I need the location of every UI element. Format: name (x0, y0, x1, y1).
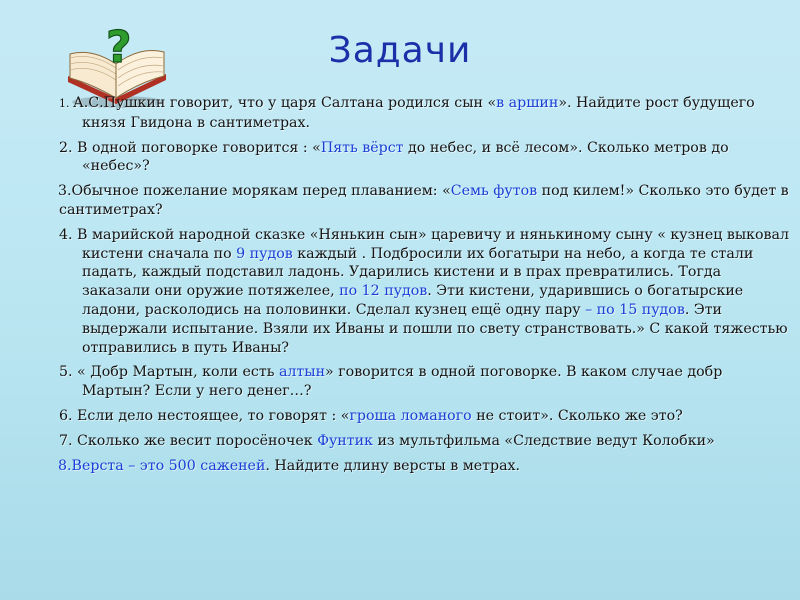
task-item (0, 226, 790, 358)
highlighted-term: Семь футов (450, 183, 538, 200)
task-text: 6. Если дело нестоящее, то говорят : « (59, 407, 350, 424)
highlighted-term: 9 пудов (236, 245, 293, 262)
highlighted-term: Пять вёрст (320, 139, 404, 156)
highlighted-term: по 12 пудов (339, 283, 428, 300)
task-text: 4. В марийской народной сказке «Нянькин сын» царевичу и нянькиному сыну « кузнец выковал кистени сначала по (59, 226, 789, 262)
page-title: Задачи (328, 30, 472, 71)
task-list (0, 94, 790, 481)
highlighted-term: гроша ломаного (349, 407, 472, 424)
task-text: А.С.Пушкин говорит, что у царя Салтана родился сын « (73, 95, 497, 111)
task-text: из мультфильма «Следствие ведут Колобки» (372, 432, 715, 449)
task-text: каждый . Подбросили их богатыри на небо, а когда те стали падать, каждый подставил ладонь. Ударились кистени и в прах превратились. Тогда заказали они оружие потяжелее, (82, 245, 754, 300)
task-text: до небес, и всё лесом». Сколько метров до «небес»? (82, 139, 729, 175)
task-item (0, 457, 790, 476)
task-text: . Эти выдержали испытание. Взяли их Иваны и пошли по свету странствовать.» С какой тяжестью отправились в путь Иваны? (82, 301, 788, 356)
task-item (0, 139, 790, 177)
task-text: 3.Обычное пожелание морякам перед плаванием: « (58, 183, 451, 200)
svg-text:?: ? (106, 22, 132, 73)
task-text: под килем!» Сколько это будет в сантиметрах? (59, 183, 789, 218)
task-text: » говорится в одной поговорке. В каком случае добр Мартын? Если у него денег…? (82, 364, 723, 400)
task-text: . Найдите длину версты в метрах. (265, 457, 521, 474)
task-item (0, 407, 790, 426)
task-item (0, 182, 790, 220)
task-text: не стоит». Сколько же это? (471, 407, 683, 424)
task-text: 2. В одной поговорке говорится : « (59, 139, 321, 156)
task-text: ». Найдите рост будущего князя Гвидона в сантиметрах. (82, 95, 755, 131)
highlighted-term: в аршин (496, 95, 559, 111)
task-item (0, 94, 790, 133)
task-text: 1. (59, 97, 73, 110)
task-item (0, 432, 790, 451)
task-text: . Эти кистени, ударившись о богатырские ладони, расколодись на половинки. Сделал кузнец ещё одну пару (82, 283, 744, 318)
task-text: 5. « Добр Мартын, коли есть (59, 364, 279, 381)
task-text: 7. Сколько же весит поросёночек (59, 432, 318, 449)
highlighted-term: Фунтик (317, 432, 373, 449)
highlighted-term: 8.Верста – это 500 саженей (58, 457, 266, 474)
highlighted-term: алтын (278, 364, 326, 381)
task-item (0, 363, 790, 401)
highlighted-term: – по 15 пудов (585, 301, 685, 318)
